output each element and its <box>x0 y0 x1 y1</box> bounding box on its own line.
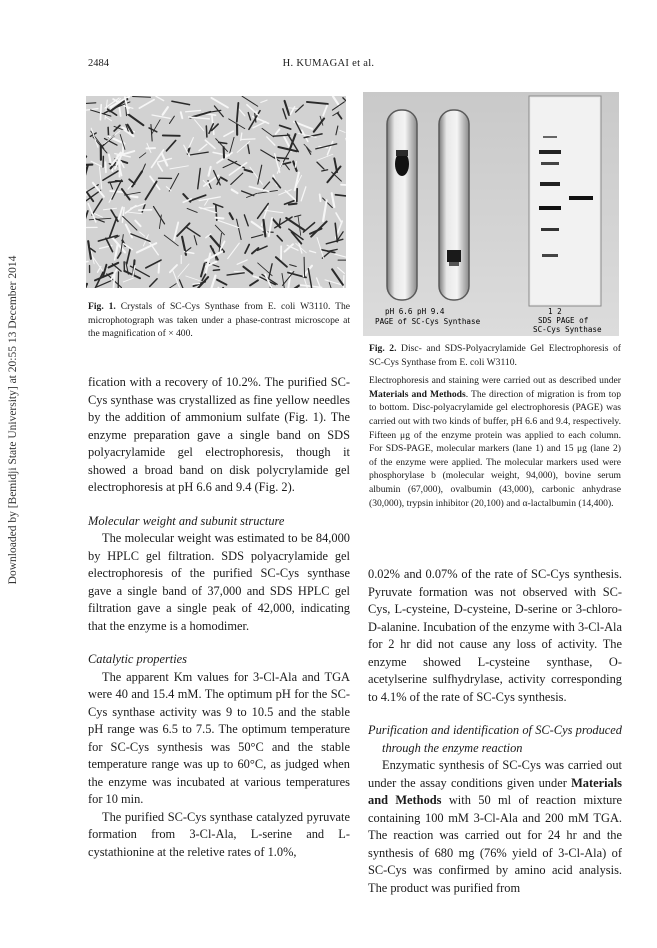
fig2-caption-body-text: Electrophoresis and staining were carried out as described under <box>369 375 621 387</box>
marker-band-20k <box>541 228 559 231</box>
section-heading-molecular-weight: Molecular weight and subunit structure <box>88 513 285 528</box>
fig2-caption-body-text-2: . The direction of migration is from top to bottom. Disc-polyacrylamide gel electrophoresis (PAGE) was carried out with two kinds of buffer, pH 6.6 and 9.4, respectively. Fifteen μg of the enzyme protein was applied to each column. For SDS-PAGE, molecular markers (lane 1) and 15 μg (lane 2) of the enzyme were applied. The molecular markers used were phosphorylase b (molecular weight, 94,000), bovine serum albumin (67,000), ovalbumin (43,000), carbonic anhydrase (30,000), trypsin inhibitor (20,100) and α-lactalbumin (14,400). <box>369 388 621 509</box>
marker-band-67k <box>541 162 559 165</box>
fig2-caption-heading <box>369 342 621 369</box>
fig2-caption-label: Fig. 2. <box>369 343 397 354</box>
fig1-caption-label: Fig. 1. <box>88 301 116 312</box>
sds-title-label-1: SDS PAGE of <box>538 316 589 325</box>
disc-lanes-label: pH 6.6 pH 9.4 <box>385 307 445 316</box>
paragraph: fication with a recovery of 10.2%. The purified SC-Cys synthase was crystallized as fine yellow needles by the addition of ammonium sulfate (Fig. 1). The enzyme preparation gave a single band on SDS polyacrylamide gel electrophoresis, though it showed a broad band on disk polycrylamide gel electrophoresis at pH 6.6 and 9.4 (Fig. 2). <box>88 375 350 494</box>
paragraph-text-2: with 50 ml of reaction mixture containing 100 mM 3-Cl-Ala and 200 mM TGA. The reaction was carried out for 24 hr and the synthesis of 680 mg (76% yield of 3-Cl-Ala) of SC-Cys was confirmed by amino acid analysis. The product was purified from <box>368 793 622 895</box>
sds-lanes-label: 1 2 <box>548 307 562 316</box>
disc-gel-tube-ph94 <box>439 110 469 300</box>
right-text-column <box>368 566 622 897</box>
paragraph <box>368 757 622 897</box>
download-watermark <box>6 120 20 720</box>
marker-band-30k <box>539 206 561 210</box>
sds-title-label-2: SC-Cys Synthase <box>533 325 602 334</box>
paragraph: 0.02% and 0.07% of the rate of SC-Cys synthesis. Pyruvate formation was not observed with SC-Cys, L-cysteine, D-cysteine, D-serine or 3-chloro-D-alanine. Incubation of the enzyme with 3-Cl-Ala for 2 hr did not cause any loss of activity. The enzyme showed L-cysteine synthase, O-acetylserine sulfhydrylase, activity corresponding to 4.1% of the rate of SC-Cys synthesis. <box>368 567 622 704</box>
paragraph: The purified SC-Cys synthase catalyzed pyruvate formation from 3-Cl-Ala, L-serine and L-cystathionine at the reletive rates of 1.0%, <box>88 809 350 859</box>
sds-gel-slab <box>529 96 601 306</box>
section-heading-catalytic-properties: Catalytic properties <box>88 652 187 666</box>
fig2-caption-body <box>369 374 621 510</box>
left-text-column <box>88 374 350 861</box>
marker-band-94k <box>539 150 561 154</box>
fig2-gel-photograph <box>363 92 619 336</box>
gel-image <box>363 92 619 336</box>
fig2-caption <box>369 342 621 510</box>
fig2-caption-bold-ref: Materials and Methods <box>369 388 466 400</box>
methods-reference: Materials and Methods <box>368 775 622 807</box>
paragraph-text: Enzymatic synthesis of SC-Cys was carried out under the assay conditions given under <box>368 758 622 790</box>
disc-gel-tube-ph66 <box>387 110 417 300</box>
section-heading-purification: Purification and identification of SC-Cys produced through the enzyme reaction <box>368 723 622 755</box>
marker-band-43k <box>540 182 560 186</box>
enzyme-band <box>569 196 593 200</box>
running-head: H. KUMAGAI et al. <box>282 58 375 69</box>
download-watermark-text: Downloaded by [Bemidji State University] at 20:55 13 December 2014 <box>7 255 19 585</box>
page-number: 2484 <box>88 58 109 69</box>
fig1-caption <box>88 300 350 341</box>
marker-band-14k <box>542 254 558 257</box>
paragraph: The molecular weight was estimated to be 84,000 by HPLC gel filtration. SDS polyacrylamide gel electrophoresis of the purified SC-Cys synthase gave a single band of 37,000 and SDS HPLC gel filtration gave a single peak of 42,000, indicating that the enzyme is a homodimer. <box>88 531 350 633</box>
fig2-caption-title: Disc- and SDS-Polyacrylamide Gel Electrophoresis of SC-Cys Synthase from E. coli W3110. <box>369 343 621 368</box>
paragraph: The apparent Km values for 3-Cl-Ala and TGA were 40 and 15.4 mM. The optimum pH for the SC-Cys synthase activity was 9 to 10.5 and the stable pH range was 6.5 to 7.5. The optimum temperature for SC-Cys synthesis was 50°C and the stable temperature range was up to 60°C, as judged when the enzyme was incubated at various temperatures for 10 min. <box>88 669 350 806</box>
fig1-caption-text: Crystals of SC-Cys Synthase from E. coli W3110. The microphotograph was taken under a phase-contrast microscope at the magnification of × 400. <box>88 301 350 340</box>
disc-title-label: PAGE of SC-Cys Synthase <box>375 317 481 326</box>
fig1-micrograph <box>86 96 346 288</box>
crystal-needles-image <box>86 96 346 288</box>
